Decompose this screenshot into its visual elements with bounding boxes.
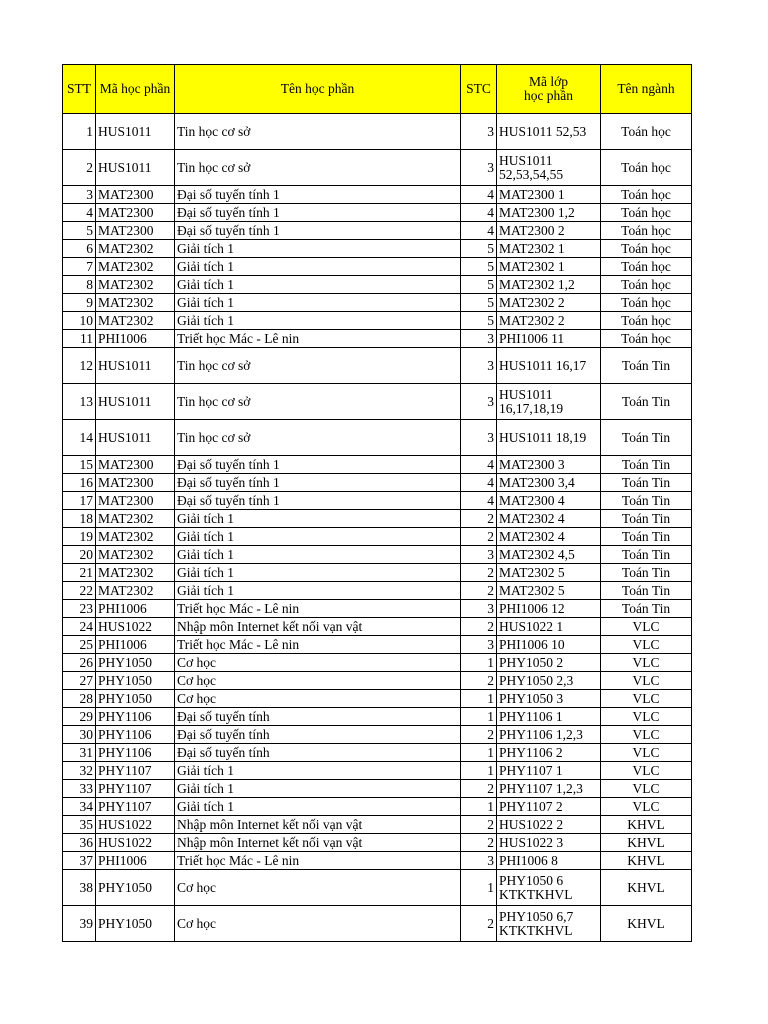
cell-stc: 3: [461, 636, 497, 654]
cell-ma-hoc-phan: PHI1006: [96, 636, 175, 654]
table-row: [63, 384, 692, 420]
cell-ten-hoc-phan: Giải tích 1: [175, 762, 461, 780]
cell-ten-hoc-phan: Giải tích 1: [175, 312, 461, 330]
cell-ma-lop: PHY1050 6,7 KTKTKHVL: [497, 906, 601, 942]
cell-ma-hoc-phan: MAT2300: [96, 222, 175, 240]
cell-stc: 2: [461, 528, 497, 546]
cell-ten-hoc-phan: Giải tích 1: [175, 240, 461, 258]
cell-ten-hoc-phan: Đại số tuyến tính: [175, 744, 461, 762]
cell-ma-hoc-phan: MAT2302: [96, 312, 175, 330]
cell-stc: 2: [461, 510, 497, 528]
table-row: [63, 816, 692, 834]
cell-stc: 5: [461, 258, 497, 276]
cell-ma-hoc-phan: HUS1022: [96, 834, 175, 852]
cell-ten-hoc-phan: Cơ học: [175, 906, 461, 942]
cell-ten-nganh: Toán Tin: [601, 384, 692, 420]
cell-stc: 2: [461, 816, 497, 834]
cell-ten-hoc-phan: Tin học cơ sở: [175, 114, 461, 150]
cell-ma-hoc-phan: MAT2302: [96, 582, 175, 600]
cell-ma-hoc-phan: HUS1011: [96, 384, 175, 420]
cell-ten-hoc-phan: Nhập môn Internet kết nối vạn vật: [175, 834, 461, 852]
cell-ten-hoc-phan: Giải tích 1: [175, 510, 461, 528]
cell-ma-hoc-phan: PHY1050: [96, 654, 175, 672]
cell-ma-lop: MAT2300 1: [497, 186, 601, 204]
cell-ma-hoc-phan: PHY1050: [96, 690, 175, 708]
cell-stt: 15: [63, 456, 96, 474]
table-row: [63, 708, 692, 726]
cell-ma-hoc-phan: PHY1106: [96, 708, 175, 726]
cell-stc: 1: [461, 798, 497, 816]
cell-stc: 1: [461, 870, 497, 906]
cell-ma-hoc-phan: MAT2302: [96, 294, 175, 312]
cell-ma-lop: PHI1006 12: [497, 600, 601, 618]
cell-stt: 9: [63, 294, 96, 312]
cell-stt: 24: [63, 618, 96, 636]
table-row: [63, 258, 692, 276]
cell-ten-nganh: KHVL: [601, 816, 692, 834]
cell-ten-nganh: Toán học: [601, 204, 692, 222]
cell-ten-hoc-phan: Giải tích 1: [175, 798, 461, 816]
cell-ten-hoc-phan: Tin học cơ sở: [175, 348, 461, 384]
cell-ten-nganh: VLC: [601, 672, 692, 690]
cell-stt: 11: [63, 330, 96, 348]
table-row: [63, 834, 692, 852]
cell-ma-lop: HUS1011 16,17,18,19: [497, 384, 601, 420]
cell-stt: 20: [63, 546, 96, 564]
cell-ten-nganh: VLC: [601, 744, 692, 762]
cell-ten-nganh: KHVL: [601, 906, 692, 942]
cell-ten-nganh: Toán học: [601, 330, 692, 348]
cell-ma-lop: MAT2300 1,2: [497, 204, 601, 222]
cell-ma-hoc-phan: MAT2300: [96, 474, 175, 492]
cell-stt: 16: [63, 474, 96, 492]
cell-stt: 28: [63, 690, 96, 708]
cell-stc: 3: [461, 330, 497, 348]
cell-ten-hoc-phan: Tin học cơ sở: [175, 150, 461, 186]
table-row: [63, 636, 692, 654]
cell-stt: 37: [63, 852, 96, 870]
cell-ma-hoc-phan: PHI1006: [96, 330, 175, 348]
cell-ten-nganh: Toán Tin: [601, 510, 692, 528]
cell-ten-nganh: VLC: [601, 762, 692, 780]
cell-ma-lop: HUS1011 52,53: [497, 114, 601, 150]
cell-ten-hoc-phan: Triết học Mác - Lê nin: [175, 600, 461, 618]
cell-ma-lop: PHY1106 1,2,3: [497, 726, 601, 744]
cell-stc: 2: [461, 564, 497, 582]
cell-stt: 32: [63, 762, 96, 780]
cell-ma-hoc-phan: PHY1107: [96, 798, 175, 816]
cell-ma-lop: PHY1107 2: [497, 798, 601, 816]
table-row: [63, 726, 692, 744]
cell-ma-lop: PHY1106 1: [497, 708, 601, 726]
cell-stc: 4: [461, 186, 497, 204]
cell-stc: 3: [461, 600, 497, 618]
cell-stc: 2: [461, 834, 497, 852]
cell-stt: 6: [63, 240, 96, 258]
cell-ten-nganh: Toán học: [601, 258, 692, 276]
cell-ten-nganh: VLC: [601, 654, 692, 672]
cell-stt: 14: [63, 420, 96, 456]
table-row: [63, 312, 692, 330]
cell-stt: 18: [63, 510, 96, 528]
cell-stt: 22: [63, 582, 96, 600]
table-row: [63, 906, 692, 942]
cell-ten-hoc-phan: Giải tích 1: [175, 546, 461, 564]
cell-ma-lop: HUS1022 1: [497, 618, 601, 636]
cell-ma-lop: MAT2302 4,5: [497, 546, 601, 564]
table-row: [63, 348, 692, 384]
cell-ma-lop: MAT2302 4: [497, 528, 601, 546]
cell-ma-hoc-phan: MAT2302: [96, 240, 175, 258]
table-row: [63, 582, 692, 600]
cell-ten-hoc-phan: Tin học cơ sở: [175, 420, 461, 456]
cell-ma-hoc-phan: PHY1050: [96, 672, 175, 690]
cell-ten-hoc-phan: Cơ học: [175, 690, 461, 708]
cell-ten-hoc-phan: Giải tích 1: [175, 294, 461, 312]
cell-ten-nganh: VLC: [601, 690, 692, 708]
cell-ten-hoc-phan: Cơ học: [175, 870, 461, 906]
table-row: [63, 150, 692, 186]
table-row: [63, 276, 692, 294]
cell-ten-hoc-phan: Giải tích 1: [175, 564, 461, 582]
cell-ten-hoc-phan: Giải tích 1: [175, 258, 461, 276]
cell-ma-hoc-phan: PHY1050: [96, 870, 175, 906]
cell-ten-nganh: VLC: [601, 618, 692, 636]
cell-ma-lop: PHY1106 2: [497, 744, 601, 762]
cell-stt: 7: [63, 258, 96, 276]
table-row: [63, 474, 692, 492]
cell-ma-hoc-phan: MAT2302: [96, 510, 175, 528]
cell-ma-lop: PHY1050 2: [497, 654, 601, 672]
header-ma-lop-line2: học phần: [523, 88, 574, 103]
cell-stc: 1: [461, 690, 497, 708]
cell-stt: 4: [63, 204, 96, 222]
table-body: [63, 114, 692, 942]
cell-stt: 36: [63, 834, 96, 852]
cell-ten-hoc-phan: Đại số tuyến tính 1: [175, 474, 461, 492]
cell-stc: 5: [461, 312, 497, 330]
table-row: [63, 798, 692, 816]
cell-ma-hoc-phan: PHI1006: [96, 600, 175, 618]
table-row: [63, 456, 692, 474]
table-row: [63, 204, 692, 222]
cell-ma-hoc-phan: HUS1022: [96, 618, 175, 636]
cell-ten-hoc-phan: Đại số tuyến tính 1: [175, 222, 461, 240]
cell-stc: 1: [461, 708, 497, 726]
cell-ten-hoc-phan: Nhập môn Internet kết nối vạn vật: [175, 618, 461, 636]
cell-ma-hoc-phan: HUS1022: [96, 816, 175, 834]
cell-stt: 27: [63, 672, 96, 690]
cell-stc: 1: [461, 654, 497, 672]
header-ten-hoc-phan: Tên học phần: [175, 65, 461, 114]
cell-stc: 4: [461, 222, 497, 240]
cell-ten-nganh: Toán học: [601, 150, 692, 186]
cell-stc: 3: [461, 348, 497, 384]
cell-stc: 1: [461, 744, 497, 762]
cell-ten-nganh: VLC: [601, 780, 692, 798]
cell-ma-lop: MAT2300 3: [497, 456, 601, 474]
header-ma-lop-line1: Mã lớp: [528, 74, 568, 89]
cell-stc: 2: [461, 618, 497, 636]
header-ma-lop: [497, 65, 601, 114]
cell-ma-lop: MAT2302 5: [497, 582, 601, 600]
course-table: [62, 64, 692, 942]
cell-ten-nganh: KHVL: [601, 852, 692, 870]
table-row: [63, 780, 692, 798]
cell-ten-hoc-phan: Đại số tuyến tính: [175, 726, 461, 744]
cell-stc: 2: [461, 906, 497, 942]
cell-ten-hoc-phan: Giải tích 1: [175, 276, 461, 294]
cell-ma-hoc-phan: HUS1011: [96, 114, 175, 150]
table-row: [63, 420, 692, 456]
cell-ma-lop: MAT2300 4: [497, 492, 601, 510]
cell-ma-hoc-phan: MAT2302: [96, 276, 175, 294]
cell-stc: 3: [461, 114, 497, 150]
cell-ma-hoc-phan: MAT2302: [96, 564, 175, 582]
cell-ten-nganh: Toán học: [601, 240, 692, 258]
cell-ten-hoc-phan: Đại số tuyến tính 1: [175, 456, 461, 474]
table-row: [63, 654, 692, 672]
cell-ten-hoc-phan: Triết học Mác - Lê nin: [175, 330, 461, 348]
cell-ten-nganh: Toán Tin: [601, 348, 692, 384]
cell-ma-hoc-phan: HUS1011: [96, 150, 175, 186]
cell-ma-lop: PHY1050 6 KTKTKHVL: [497, 870, 601, 906]
cell-stc: 2: [461, 780, 497, 798]
cell-ma-lop: HUS1022 2: [497, 816, 601, 834]
cell-ten-hoc-phan: Giải tích 1: [175, 528, 461, 546]
cell-ten-nganh: Toán Tin: [601, 564, 692, 582]
cell-ten-hoc-phan: Giải tích 1: [175, 780, 461, 798]
cell-ma-lop: MAT2300 2: [497, 222, 601, 240]
cell-ten-nganh: Toán Tin: [601, 600, 692, 618]
cell-ten-hoc-phan: Cơ học: [175, 654, 461, 672]
table-row: [63, 672, 692, 690]
header-stc: STC: [461, 65, 497, 114]
table-row: [63, 528, 692, 546]
cell-ma-hoc-phan: MAT2300: [96, 492, 175, 510]
cell-ten-hoc-phan: Giải tích 1: [175, 582, 461, 600]
table-row: [63, 852, 692, 870]
cell-ten-hoc-phan: Triết học Mác - Lê nin: [175, 636, 461, 654]
cell-stt: 30: [63, 726, 96, 744]
cell-stt: 26: [63, 654, 96, 672]
cell-stc: 4: [461, 474, 497, 492]
cell-stt: 39: [63, 906, 96, 942]
cell-ma-hoc-phan: MAT2300: [96, 456, 175, 474]
table-row: [63, 240, 692, 258]
cell-ma-hoc-phan: PHY1106: [96, 744, 175, 762]
cell-ten-nganh: Toán học: [601, 294, 692, 312]
cell-stt: 34: [63, 798, 96, 816]
cell-ten-nganh: VLC: [601, 708, 692, 726]
cell-ten-nganh: Toán Tin: [601, 420, 692, 456]
cell-ma-lop: HUS1011 18,19: [497, 420, 601, 456]
cell-stc: 4: [461, 492, 497, 510]
cell-ten-hoc-phan: Tin học cơ sở: [175, 384, 461, 420]
cell-stt: 23: [63, 600, 96, 618]
cell-ten-nganh: VLC: [601, 798, 692, 816]
cell-ma-hoc-phan: PHY1107: [96, 762, 175, 780]
cell-stt: 25: [63, 636, 96, 654]
table-row: [63, 510, 692, 528]
cell-ma-hoc-phan: MAT2302: [96, 528, 175, 546]
cell-ma-lop: PHI1006 8: [497, 852, 601, 870]
cell-stt: 21: [63, 564, 96, 582]
cell-ten-nganh: Toán Tin: [601, 546, 692, 564]
table-row: [63, 222, 692, 240]
cell-stt: 5: [63, 222, 96, 240]
cell-ma-lop: PHY1107 1,2,3: [497, 780, 601, 798]
cell-stt: 10: [63, 312, 96, 330]
cell-stc: 3: [461, 546, 497, 564]
header-ten-nganh: Tên ngành: [601, 65, 692, 114]
cell-ma-lop: PHY1050 3: [497, 690, 601, 708]
cell-stt: 19: [63, 528, 96, 546]
cell-stt: 12: [63, 348, 96, 384]
cell-stt: 8: [63, 276, 96, 294]
cell-ma-hoc-phan: MAT2300: [96, 186, 175, 204]
table-row: [63, 294, 692, 312]
cell-ten-hoc-phan: Đại số tuyến tính 1: [175, 186, 461, 204]
cell-ma-hoc-phan: HUS1011: [96, 348, 175, 384]
cell-stt: 33: [63, 780, 96, 798]
cell-stc: 4: [461, 204, 497, 222]
cell-ma-hoc-phan: PHI1006: [96, 852, 175, 870]
table-row: [63, 618, 692, 636]
cell-stt: 29: [63, 708, 96, 726]
cell-ten-nganh: VLC: [601, 636, 692, 654]
cell-ma-lop: PHY1107 1: [497, 762, 601, 780]
cell-stt: 17: [63, 492, 96, 510]
cell-ma-lop: PHY1050 2,3: [497, 672, 601, 690]
cell-ma-hoc-phan: HUS1011: [96, 420, 175, 456]
cell-ten-nganh: Toán học: [601, 312, 692, 330]
cell-ma-lop: MAT2302 2: [497, 294, 601, 312]
cell-ten-nganh: Toán học: [601, 276, 692, 294]
table-row: [63, 186, 692, 204]
cell-stc: 5: [461, 240, 497, 258]
cell-ten-nganh: Toán học: [601, 114, 692, 150]
cell-ten-hoc-phan: Cơ học: [175, 672, 461, 690]
cell-ten-nganh: VLC: [601, 726, 692, 744]
cell-ten-hoc-phan: Đại số tuyến tính 1: [175, 492, 461, 510]
cell-ten-nganh: Toán Tin: [601, 582, 692, 600]
cell-ten-nganh: Toán Tin: [601, 528, 692, 546]
cell-stc: 5: [461, 276, 497, 294]
header-stt: STT: [63, 65, 96, 114]
cell-stc: 2: [461, 582, 497, 600]
cell-ten-hoc-phan: Đại số tuyến tính: [175, 708, 461, 726]
cell-ma-lop: PHI1006 11: [497, 330, 601, 348]
cell-stt: 2: [63, 150, 96, 186]
cell-stc: 3: [461, 150, 497, 186]
header-row: [63, 65, 692, 114]
cell-ma-lop: MAT2302 4: [497, 510, 601, 528]
table-row: [63, 330, 692, 348]
cell-ten-nganh: Toán Tin: [601, 474, 692, 492]
cell-ma-lop: PHI1006 10: [497, 636, 601, 654]
cell-ma-hoc-phan: MAT2300: [96, 204, 175, 222]
cell-ten-nganh: Toán Tin: [601, 456, 692, 474]
cell-ma-lop: HUS1011 52,53,54,55: [497, 150, 601, 186]
table-row: [63, 870, 692, 906]
cell-stc: 2: [461, 672, 497, 690]
cell-ten-hoc-phan: Đại số tuyến tính 1: [175, 204, 461, 222]
cell-ma-hoc-phan: PHY1050: [96, 906, 175, 942]
cell-stt: 35: [63, 816, 96, 834]
cell-ten-nganh: Toán học: [601, 222, 692, 240]
cell-stc: 3: [461, 420, 497, 456]
cell-ma-lop: HUS1011 16,17: [497, 348, 601, 384]
cell-ten-hoc-phan: Nhập môn Internet kết nối vạn vật: [175, 816, 461, 834]
cell-ma-lop: MAT2302 5: [497, 564, 601, 582]
table-row: [63, 744, 692, 762]
cell-ma-lop: MAT2302 1: [497, 240, 601, 258]
cell-stc: 4: [461, 456, 497, 474]
cell-stt: 31: [63, 744, 96, 762]
cell-ma-lop: MAT2300 3,4: [497, 474, 601, 492]
table-row: [63, 564, 692, 582]
cell-ma-lop: MAT2302 1: [497, 258, 601, 276]
table-row: [63, 690, 692, 708]
cell-ten-nganh: KHVL: [601, 870, 692, 906]
cell-stc: 2: [461, 726, 497, 744]
cell-ma-hoc-phan: PHY1106: [96, 726, 175, 744]
table-row: [63, 546, 692, 564]
cell-ma-lop: MAT2302 2: [497, 312, 601, 330]
table-row: [63, 114, 692, 150]
cell-ten-nganh: Toán học: [601, 186, 692, 204]
header-ma-hoc-phan: Mã học phần: [96, 65, 175, 114]
table-row: [63, 600, 692, 618]
cell-stt: 3: [63, 186, 96, 204]
cell-ten-nganh: Toán Tin: [601, 492, 692, 510]
table-row: [63, 492, 692, 510]
cell-ma-lop: HUS1022 3: [497, 834, 601, 852]
table-row: [63, 762, 692, 780]
cell-ma-hoc-phan: MAT2302: [96, 546, 175, 564]
cell-ma-hoc-phan: PHY1107: [96, 780, 175, 798]
cell-ma-hoc-phan: MAT2302: [96, 258, 175, 276]
cell-stt: 1: [63, 114, 96, 150]
cell-stc: 5: [461, 294, 497, 312]
cell-stc: 1: [461, 762, 497, 780]
cell-stt: 38: [63, 870, 96, 906]
cell-stc: 3: [461, 384, 497, 420]
cell-ten-nganh: KHVL: [601, 834, 692, 852]
cell-ten-hoc-phan: Triết học Mác - Lê nin: [175, 852, 461, 870]
cell-stc: 3: [461, 852, 497, 870]
cell-stt: 13: [63, 384, 96, 420]
cell-ma-lop: MAT2302 1,2: [497, 276, 601, 294]
